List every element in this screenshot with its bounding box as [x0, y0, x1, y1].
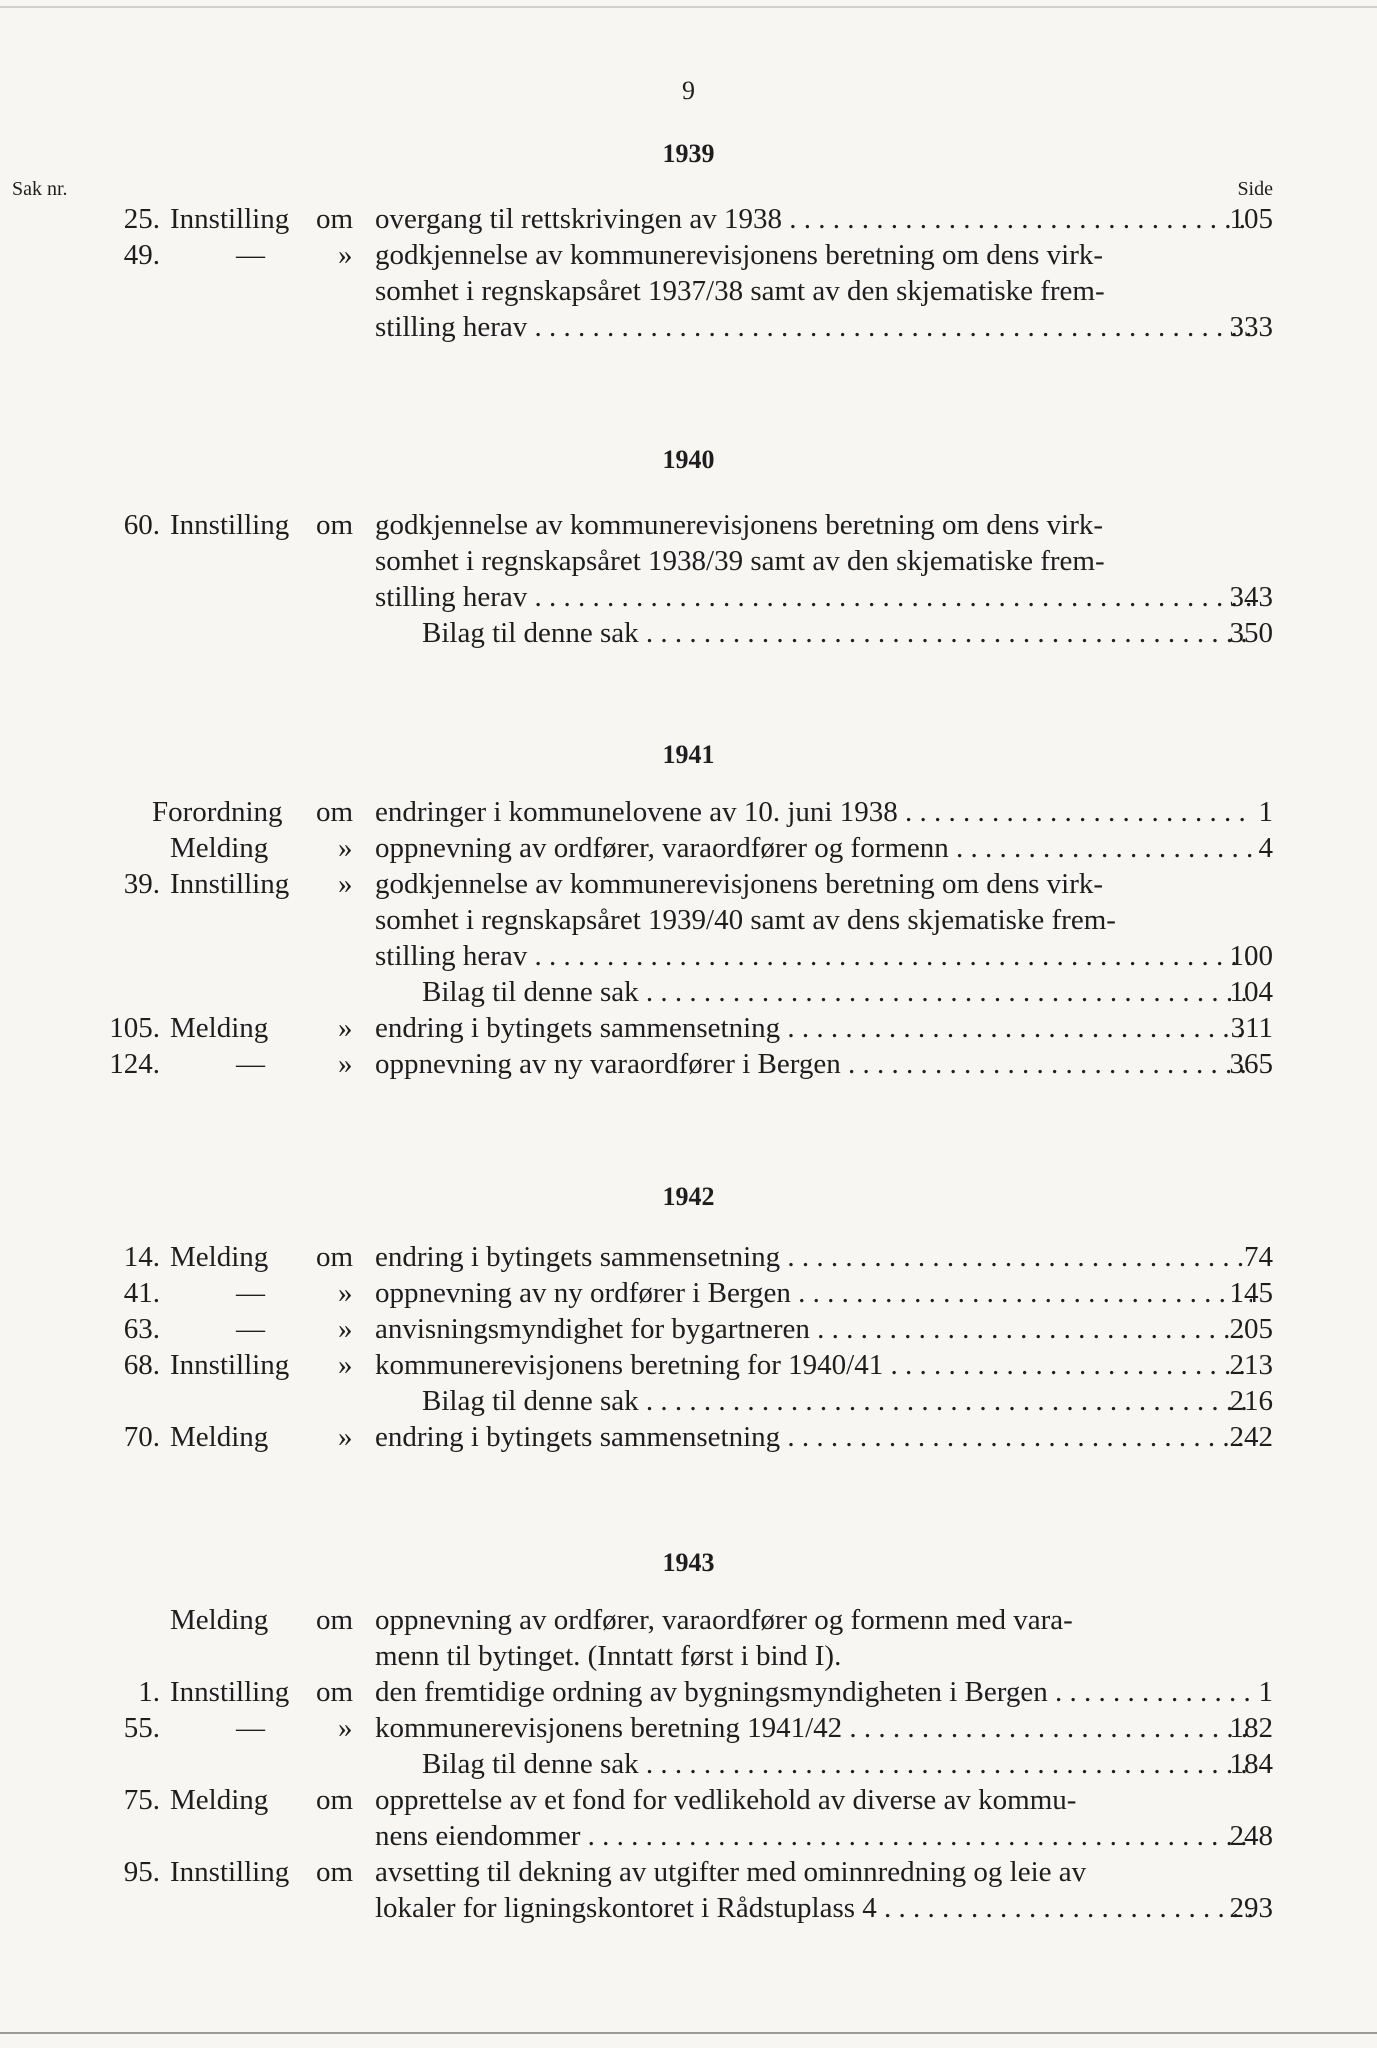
entry-description: endringer i kommunelovene av 10. juni 1938 . . . [375, 792, 1252, 832]
entry-description-continued: somhet i regnskapsåret 1938/39 samt av den skjematiske frem- [375, 545, 1105, 577]
entry-description-continued: menn til bytinget. (Inntatt først i bind I). [375, 1640, 842, 1672]
entry-ditto-mark: » [338, 832, 353, 864]
entry-type-ditto: — [236, 1712, 265, 1744]
entry-page: 242 [1229, 1421, 1273, 1453]
entry-number: 124. [109, 1048, 160, 1080]
bilag-page: 350 [1229, 617, 1273, 649]
entry-om: om [316, 509, 354, 541]
entry-page: 205 [1229, 1313, 1273, 1345]
entry-ditto-mark: » [338, 239, 353, 271]
entry-page: 293 [1229, 1892, 1273, 1924]
entry-ditto-mark: » [338, 1277, 353, 1309]
entry-om: om [316, 1784, 354, 1816]
entry-type: Melding [170, 1012, 269, 1044]
entry-type-ditto: — [236, 239, 265, 271]
entry-description: kommunerevisjonens beretning for 1940/41 . . . [375, 1345, 1252, 1385]
entry-description: endring i bytingets sammensetning . . . [375, 1237, 1252, 1277]
entry-page: 145 [1229, 1277, 1273, 1309]
entry-1943-55-bilag [0, 1744, 1377, 1784]
column-header-side: Side [1237, 178, 1273, 200]
entry-1941-melding [0, 828, 1377, 868]
entry-1941-105 [0, 1008, 1377, 1048]
entry-1939-49-line3 [0, 307, 1377, 347]
entry-number: 1. [138, 1676, 160, 1708]
entry-type: Innstilling [170, 1856, 290, 1888]
entry-ditto-mark: » [338, 1313, 353, 1345]
entry-page: 311 [1230, 1012, 1273, 1044]
entry-description: oppnevning av ny varaordfører i Bergen . . . [375, 1044, 1252, 1084]
entry-1943-melding [0, 1600, 1377, 1640]
year-heading-1943: 1943 [662, 1548, 715, 1577]
entry-description: overgang til rettskrivingen av 1938 . . . [375, 199, 1252, 239]
entry-1941-39-line2 [0, 900, 1377, 940]
bilag-page: 104 [1229, 976, 1273, 1008]
entry-type: Melding [170, 1604, 269, 1636]
entry-description-continued: lokaler for ligningskontoret i Rådstuplass 4 . . . [375, 1888, 1252, 1928]
entry-number: 49. [123, 239, 160, 271]
entry-om: om [316, 203, 354, 235]
entry-om: om [316, 796, 354, 828]
entry-1939-25 [0, 199, 1377, 239]
entry-number: 70. [123, 1421, 160, 1453]
entry-description: anvisningsmyndighet for bygartneren . . . [375, 1309, 1252, 1349]
entry-1939-49 [0, 235, 1377, 275]
entry-ditto-mark: » [338, 1048, 353, 1080]
entry-1942-63 [0, 1309, 1377, 1349]
entry-number: 95. [123, 1856, 160, 1888]
bilag-label: Bilag til denne sak . . . [422, 972, 1252, 1012]
entry-1940-60-line2 [0, 541, 1377, 581]
entry-page: 365 [1229, 1048, 1273, 1080]
entry-1943-55 [0, 1708, 1377, 1748]
entry-number: 25. [123, 203, 160, 235]
entry-number: 63. [123, 1313, 160, 1345]
entry-page: 1 [1258, 1676, 1273, 1708]
entry-page: 100 [1229, 940, 1273, 972]
entry-1943-95 [0, 1852, 1377, 1892]
entry-ditto-mark: » [338, 1421, 353, 1453]
entry-type: Innstilling [170, 509, 290, 541]
entry-1939-49-line2 [0, 271, 1377, 311]
entry-1943-1 [0, 1672, 1377, 1712]
entry-description: den fremtidige ordning av bygningsmyndigheten i Bergen . . . [375, 1672, 1252, 1712]
year-heading-1941: 1941 [662, 740, 715, 769]
entry-om: om [316, 1676, 354, 1708]
year-heading-1940: 1940 [662, 445, 715, 474]
entry-type: Forordning [152, 796, 283, 828]
entry-description: endring i bytingets sammensetning . . . [375, 1417, 1252, 1457]
bilag-label: Bilag til denne sak . . . [422, 1744, 1252, 1784]
year-heading-1939: 1939 [662, 139, 715, 168]
entry-description-continued: stilling herav . . . [375, 936, 1252, 976]
entry-1941-39 [0, 864, 1377, 904]
entry-page: 1 [1258, 796, 1273, 828]
entry-description: endring i bytingets sammensetning . . . [375, 1008, 1252, 1048]
entry-type-ditto: — [236, 1277, 265, 1309]
entry-page: 343 [1229, 581, 1273, 613]
entry-1943-75 [0, 1780, 1377, 1820]
bilag-page: 184 [1229, 1748, 1273, 1780]
entry-ditto-mark: » [338, 1349, 353, 1381]
scan-edge-top [0, 6, 1377, 8]
page-number: 9 [682, 76, 695, 105]
entry-type: Innstilling [170, 868, 290, 900]
entry-type: Innstilling [170, 1676, 290, 1708]
scan-edge-bottom [0, 2032, 1377, 2034]
year-heading-1942: 1942 [662, 1182, 715, 1211]
entry-type: Innstilling [170, 203, 290, 235]
entry-1941-124 [0, 1044, 1377, 1084]
entry-description: godkjennelse av kommunerevisjonens beretning om dens virk- [375, 868, 1104, 900]
entry-number: 68. [123, 1349, 160, 1381]
bilag-page: 216 [1229, 1385, 1273, 1417]
entry-1941-39-bilag [0, 972, 1377, 1012]
entry-number: 75. [123, 1784, 160, 1816]
entry-ditto-mark: » [338, 1712, 353, 1744]
entry-page: 4 [1258, 832, 1273, 864]
entry-page: 74 [1244, 1241, 1273, 1273]
entry-ditto-mark: » [338, 1012, 353, 1044]
entry-om: om [316, 1604, 354, 1636]
entry-description: opprettelse av et fond for vedlikehold av diverse av kommu- [375, 1784, 1077, 1816]
entry-description: godkjennelse av kommunerevisjonens beretning om dens virk- [375, 509, 1104, 541]
entry-om: om [316, 1856, 354, 1888]
entry-type: Melding [170, 1421, 269, 1453]
entry-1941-forordning [0, 792, 1377, 832]
entry-1942-14 [0, 1237, 1377, 1277]
entry-description-continued: somhet i regnskapsåret 1939/40 samt av dens skjematiske frem- [375, 904, 1116, 936]
entry-description: oppnevning av ordfører, varaordfører og formenn med vara- [375, 1604, 1073, 1636]
entry-page: 213 [1229, 1349, 1273, 1381]
entry-1940-60-bilag [0, 613, 1377, 653]
entry-type-ditto: — [236, 1313, 265, 1345]
entry-description-continued: stilling herav . . . [375, 577, 1252, 617]
entry-type: Melding [170, 832, 269, 864]
entry-1940-60 [0, 505, 1377, 545]
column-header-sak-nr: Sak nr. [12, 178, 68, 200]
entry-om: om [316, 1241, 354, 1273]
entry-type: Melding [170, 1241, 269, 1273]
entry-page: 248 [1229, 1820, 1273, 1852]
entry-number: 39. [123, 868, 160, 900]
entry-number: 60. [123, 509, 160, 541]
entry-ditto-mark: » [338, 868, 353, 900]
entry-1943-melding-line2 [0, 1636, 1377, 1676]
entry-description: avsetting til dekning av utgifter med ominnredning og leie av [375, 1856, 1087, 1888]
entry-1943-75-line2 [0, 1816, 1377, 1856]
entry-number: 14. [123, 1241, 160, 1273]
entry-description: kommunerevisjonens beretning 1941/42 . . . [375, 1708, 1252, 1748]
bilag-label: Bilag til denne sak . . . [422, 613, 1252, 653]
entry-1943-95-line2 [0, 1888, 1377, 1928]
entry-type-ditto: — [236, 1048, 265, 1080]
entry-1941-39-line3 [0, 936, 1377, 976]
entry-1942-68-bilag [0, 1381, 1377, 1421]
entry-type: Melding [170, 1784, 269, 1816]
entry-number: 41. [123, 1277, 160, 1309]
entry-description-continued: nens eiendommer . . . [375, 1816, 1252, 1856]
bilag-label: Bilag til denne sak . . . [422, 1381, 1252, 1421]
entry-page: 182 [1229, 1712, 1273, 1744]
entry-1942-41 [0, 1273, 1377, 1313]
entry-number: 105. [109, 1012, 160, 1044]
entry-1942-68 [0, 1345, 1377, 1385]
entry-description: godkjennelse av kommunerevisjonens beretning om dens virk- [375, 239, 1104, 271]
entry-description: oppnevning av ordfører, varaordfører og formenn . . . [375, 828, 1252, 868]
entry-1942-70 [0, 1417, 1377, 1457]
entry-description-continued: somhet i regnskapsåret 1937/38 samt av den skjematiske frem- [375, 275, 1105, 307]
entry-type: Innstilling [170, 1349, 290, 1381]
entry-page: 105 [1229, 203, 1273, 235]
entry-page: 333 [1229, 311, 1273, 343]
entry-number: 55. [123, 1712, 160, 1744]
entry-description: oppnevning av ny ordfører i Bergen . . . [375, 1273, 1252, 1313]
entry-1940-60-line3 [0, 577, 1377, 617]
entry-description-continued: stilling herav . . . [375, 307, 1252, 347]
